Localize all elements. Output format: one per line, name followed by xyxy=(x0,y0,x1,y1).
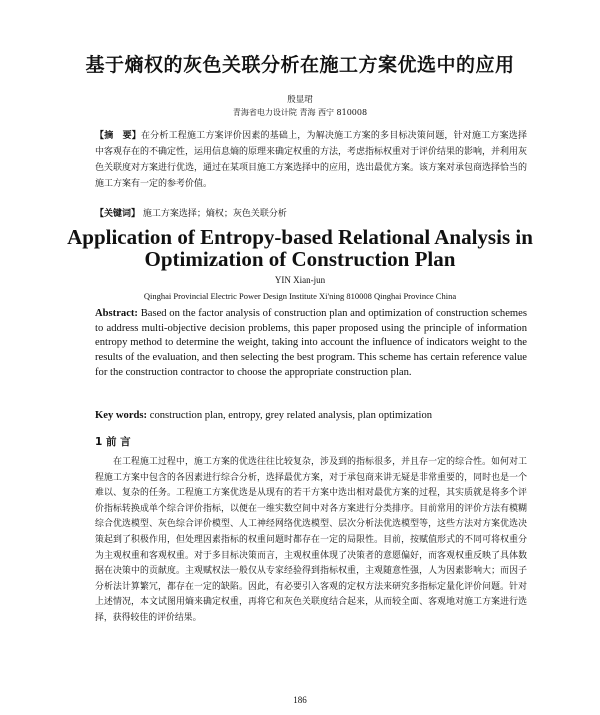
english-abstract-label: Abstract: xyxy=(95,308,138,319)
chinese-keywords-label: 【关键词】 xyxy=(95,209,141,219)
english-affiliation: Qinghai Provincial Electric Power Design Institute Xi'ning 810008 Qinghai Province China xyxy=(143,291,457,301)
english-keywords-text: construction plan, entropy, grey related analysis, plan optimization xyxy=(149,410,433,421)
chinese-keywords-text: 施工方案选择；熵权；灰色关联分析 xyxy=(142,209,287,219)
english-author: YIN Xian-jun xyxy=(274,275,326,285)
english-abstract xyxy=(95,307,527,381)
english-title: Application of Entropy-based Relational Analysis in Optimization of Construction Plan xyxy=(67,225,533,271)
chinese-author: 殷显珺 xyxy=(287,95,313,105)
chinese-keywords xyxy=(95,206,527,222)
page-number: 186 xyxy=(293,695,307,705)
chinese-title: 基于熵权的灰色关联分析在施工方案优选中的应用 xyxy=(85,54,515,76)
chinese-affiliation: 青海省电力设计院 青海 西宁 810008 xyxy=(232,108,368,117)
english-abstract-text: Based on the factor analysis of construction plan and optimization of construction schemes to address multi-objective decision problems, this paper proposed using the principle of information entropy method to determine the weight, taking into account the influence of indicators weight to the results of the evaluation, and then selecting the best program. This scheme has certain reference value for the construction contractor to choose the appropriate construction plan. xyxy=(95,308,527,378)
chinese-abstract-label: 【摘 要】 xyxy=(95,131,141,141)
english-keywords-label: Key words: xyxy=(95,410,148,421)
section-heading: 1 前 言 xyxy=(95,436,131,448)
chinese-abstract xyxy=(95,128,527,192)
section-body: 在工程施工过程中，施工方案的优选往往比较复杂，涉及到的指标很多，并且存一定的综合性。如何对工程施工方案中包含的各因素进行综合分析，选择最优方案，对于承包商来讲无疑是非常重要的，同时也是一个难以、复杂的任务。工程施工方案优选是从现有的若干方案中选出相对最优方案的过程，其实质就是将多个评价指标转换成单个综合评价指标，以便在一维实数空间中对各方案进行分类排序。目前常用的评价方法有模糊综合优选模型、灰色综合评价模型、人工神经网络优选模型、层次分析法优选模型等，这些方法对方案优选决策起到了积极作用，但处理因素指标的权重问题时都存在一定的局限性。目前，按赋值形式的不同可将权重分为主观权重和客观权重。对于多目标决策而言，主观权重体现了决策者的意愿偏好，而客观权重反映了具体数据在决策中的贡献度。主观赋权法一般仅从专家经验得到指标权重，主观随意性强，人为因素影响大；而因子分析法计算繁冗，都存在一定的缺陷。因此，有必要引入客观的定权方法来研究多指标定量化评价问题。针对上述情况，本文试图用熵来确定权重，再将它和灰色关联度结合起来，从而较全面、客观地对施工方案进行选择，获得较佳的评价结果。 xyxy=(95,457,527,623)
chinese-abstract-text: 在分析工程施工方案评价因素的基础上，为解决施工方案的多目标决策问题，针对施工方案选择中客观存在的不确定性，运用信息熵的原理来确定权重的方法，考虑指标权重对于评价结果的影响，并利用灰色关联度对方案进行优选，通过在某项目施工方案选择中的应用，选出最优方案。该方案对承包商选择恰当的施工方案有一定的参考价值。 xyxy=(95,131,528,189)
english-keywords xyxy=(95,409,527,423)
